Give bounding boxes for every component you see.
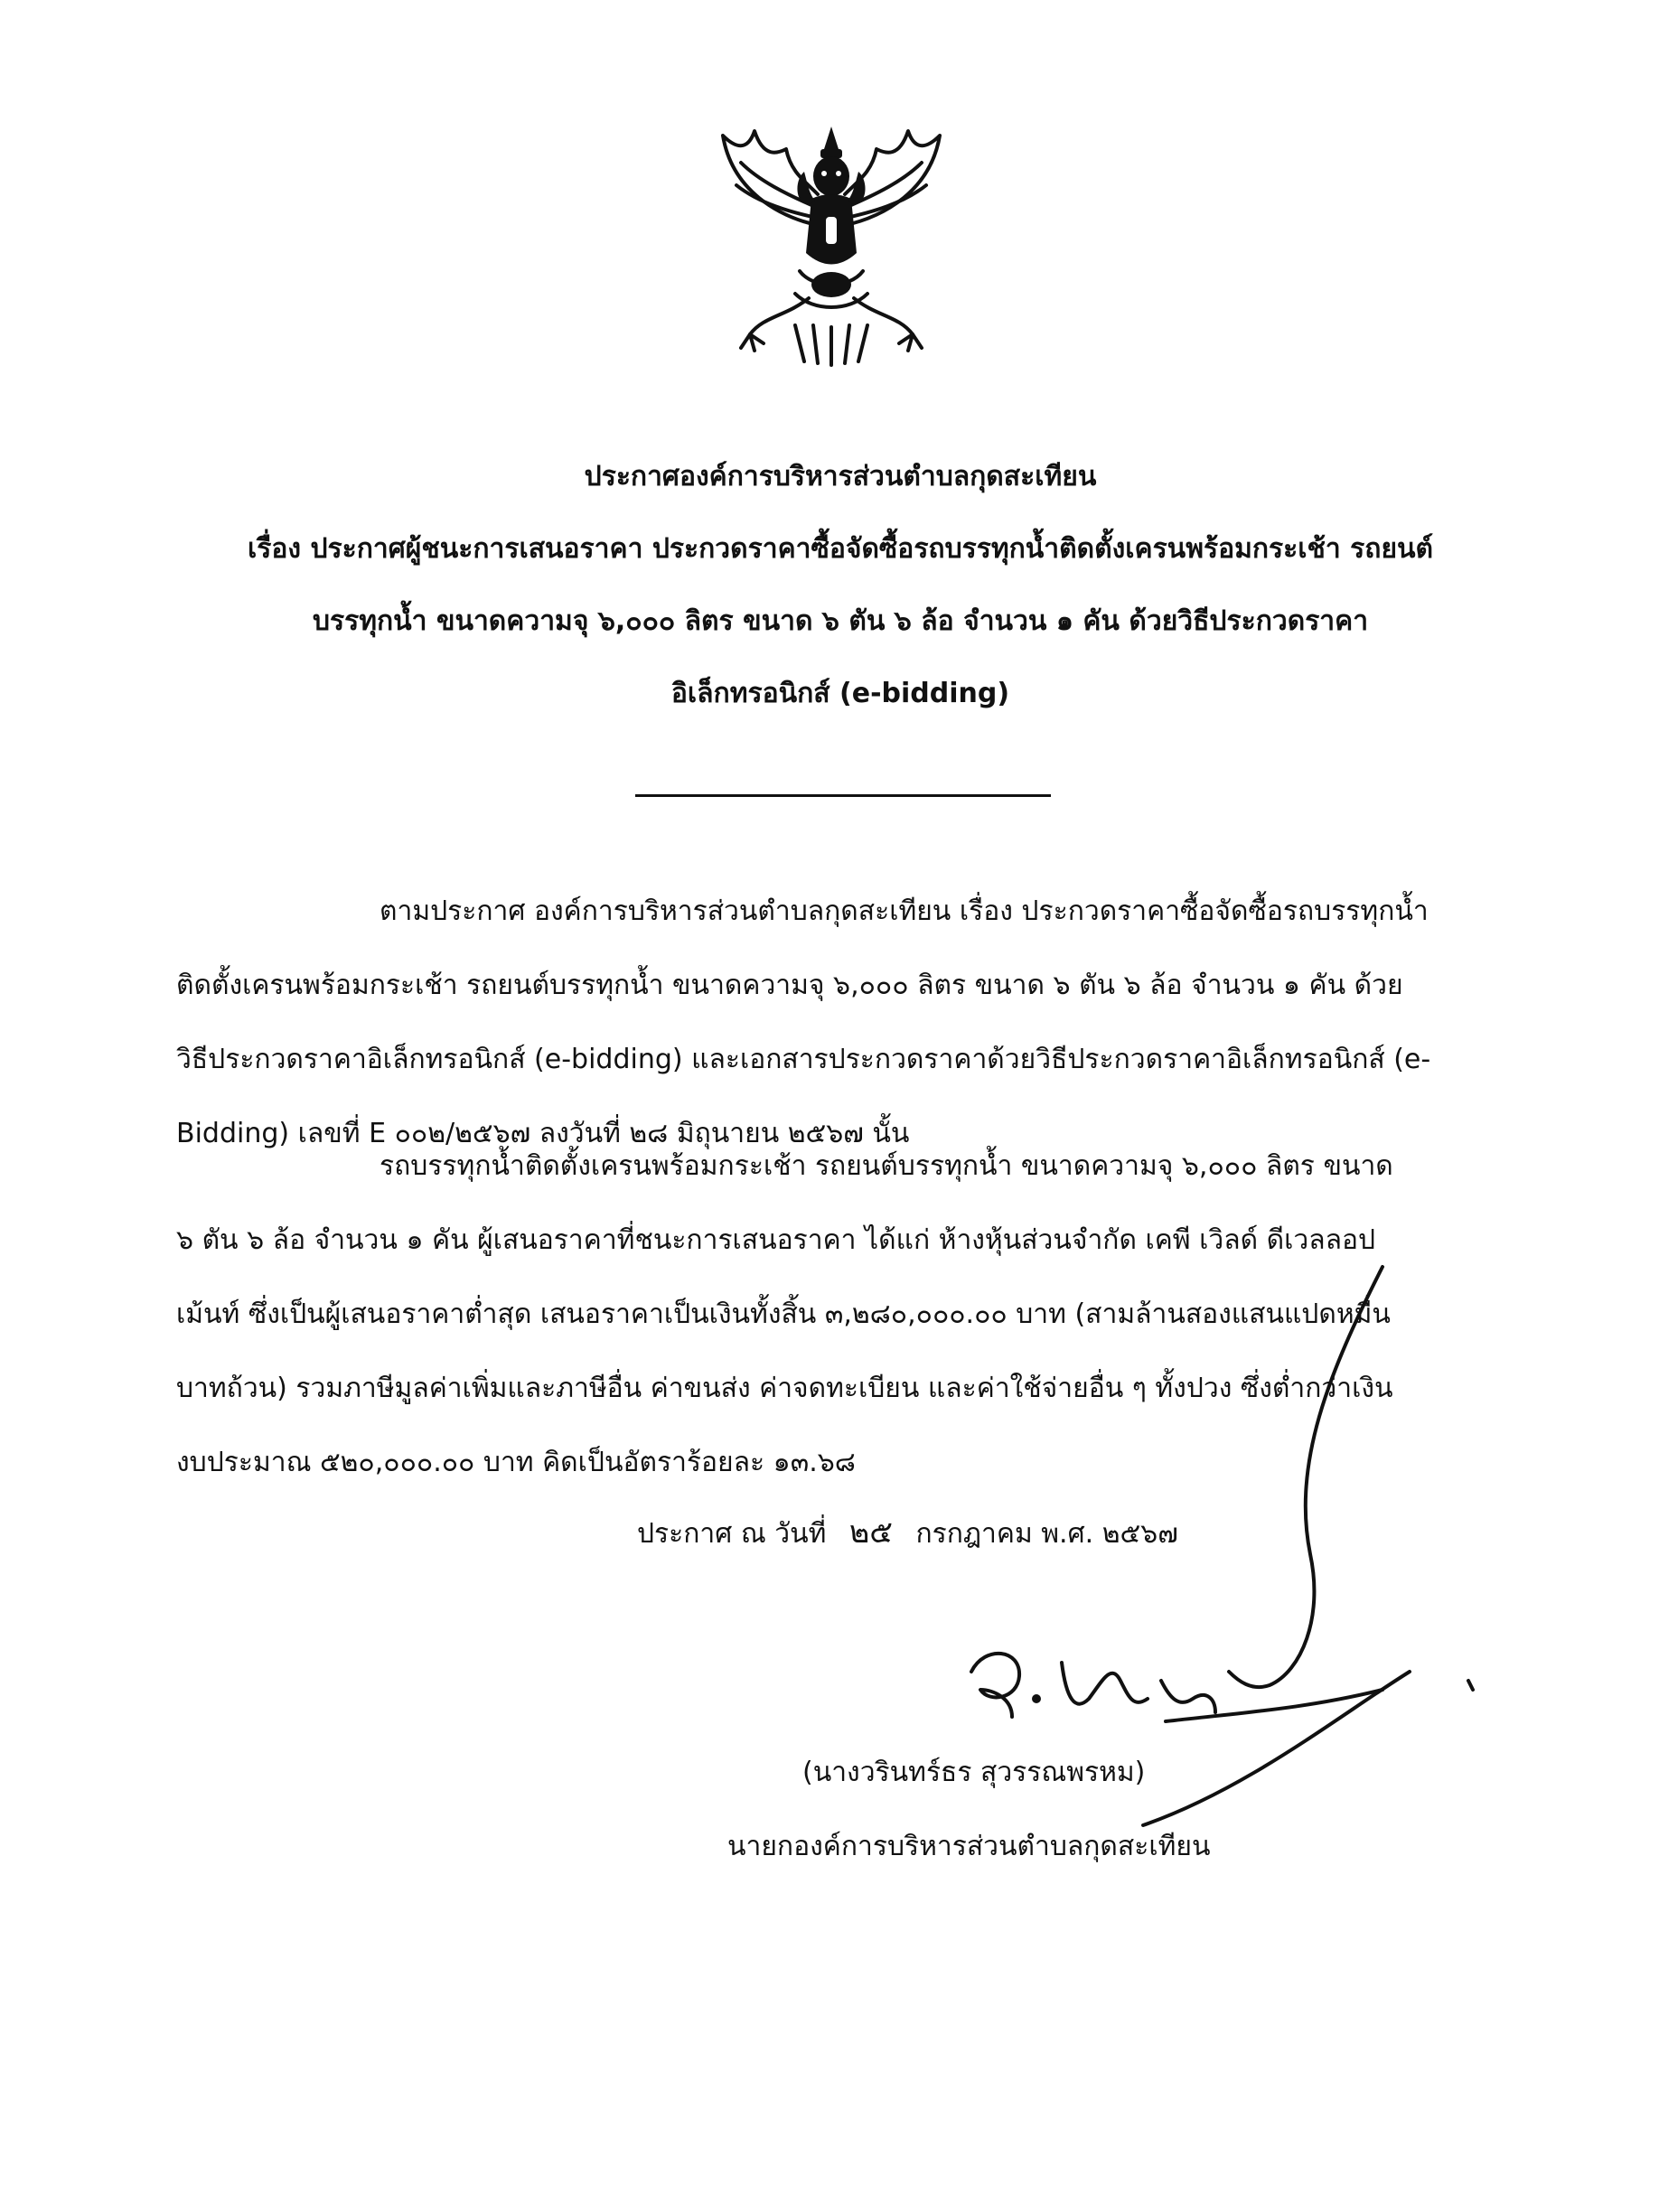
title-divider <box>635 794 1051 797</box>
body-line: ๖ ตัน ๖ ล้อ จำนวน ๑ คัน ผู้เสนอราคาที่ชนะการเสนอราคา ได้แก่ ห้างหุ้นส่วนจำกัด เคพี เวิลด์ ดีเวลลอป <box>176 1224 1376 1256</box>
body-paragraph-1 <box>176 875 1532 1171</box>
body-line: บาทถ้วน) รวมภาษีมูลค่าเพิ่มและภาษีอื่น ค่าขนส่ง ค่าจดทะเบียน และค่าใช้จ่ายอื่น ๆ ทั้งปวง ซึ่งต่ำกว่าเงิน <box>176 1373 1393 1404</box>
announce-suffix: กรกฎาคม พ.ศ. ๒๕๖๗ <box>915 1518 1178 1550</box>
signatory-name: (นางวรินทร์ธร สุวรรณพรหม) <box>802 1757 1146 1788</box>
body-line: ติดตั้งเครนพร้อมกระเช้า รถยนต์บรรทุกน้ำ ขนาดความจุ ๖,๐๐๐ ลิตร ขนาด ๖ ตัน ๖ ล้อ จำนวน ๑ คัน ด้วย <box>176 970 1403 1001</box>
title-line-1: ประกาศองค์การบริหารส่วนตำบลกุดสะเทียน <box>584 461 1097 492</box>
announce-prefix: ประกาศ ณ วันที่ <box>637 1518 827 1550</box>
document-title <box>136 441 1545 730</box>
body-paragraph-2 <box>176 1129 1532 1500</box>
body-line: Bidding) เลขที่ E ๐๐๒/๒๕๖๗ ลงวันที่ ๒๘ มิถุนายน ๒๕๖๗ นั้น <box>176 1118 910 1149</box>
garuda-emblem-icon <box>714 117 949 370</box>
title-line-2: เรื่อง ประกาศผู้ชนะการเสนอราคา ประกวดราคาซื้อจัดซื้อรถบรรทุกน้ำติดตั้งเครนพร้อมกระเช้า รถยนต์ <box>247 533 1434 565</box>
announce-day: ๒๕ <box>848 1514 893 1551</box>
signatory-position: นายกองค์การบริหารส่วนตำบลกุดสะเทียน <box>727 1831 1211 1862</box>
body-line: วิธีประกวดราคาอิเล็กทรอนิกส์ (e-bidding) และเอกสารประกวดราคาด้วยวิธีประกวดราคาอิเล็กทรอนิกส์ (e- <box>176 1044 1431 1075</box>
title-line-3: บรรทุกน้ำ ขนาดความจุ ๖,๐๐๐ ลิตร ขนาด ๖ ตัน ๖ ล้อ จำนวน ๑ คัน ด้วยวิธีประกวดราคา <box>312 605 1369 637</box>
body-line: ตามประกาศ องค์การบริหารส่วนตำบลกุดสะเทียน เรื่อง ประกวดราคาซื้อจัดซื้อรถบรรทุกน้ำ <box>380 895 1429 927</box>
body-line: เม้นท์ ซึ่งเป็นผู้เสนอราคาต่ำสุด เสนอราคาเป็นเงินทั้งสิ้น ๓,๒๘๐,๐๐๐.๐๐ บาท (สามล้านสองแสนแปดหมื่น <box>176 1298 1391 1330</box>
body-line: งบประมาณ ๕๒๐,๐๐๐.๐๐ บาท คิดเป็นอัตราร้อยละ ๑๓.๖๘ <box>176 1447 856 1478</box>
body-line: รถบรรทุกน้ำติดตั้งเครนพร้อมกระเช้า รถยนต์บรรทุกน้ำ ขนาดความจุ ๖,๐๐๐ ลิตร ขนาด <box>380 1150 1393 1182</box>
title-line-4: อิเล็กทรอนิกส์ (e-bidding) <box>670 678 1010 709</box>
announcement-date <box>637 1507 1178 1556</box>
